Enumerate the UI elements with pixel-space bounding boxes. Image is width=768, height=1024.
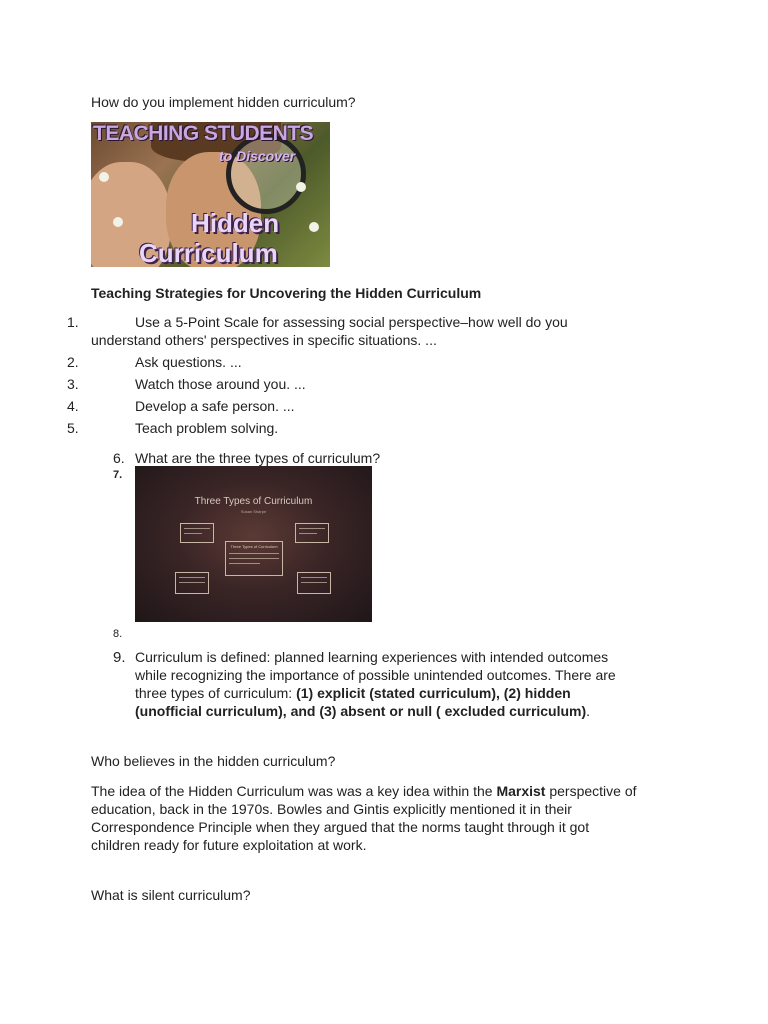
section-title: Teaching Strategies for Uncovering the Hidden Curriculum: [91, 285, 482, 301]
definition-bold-text: (unofficial curriculum), and (3) absent or null ( excluded curriculum): [135, 703, 587, 719]
definition-bold-text: (1) explicit (stated curriculum), (2) hidden: [296, 685, 571, 701]
list-number: 1.: [67, 314, 79, 330]
marxist-bold: Marxist: [496, 783, 546, 799]
slide-subtitle: Susan Sharpe: [240, 509, 267, 514]
list-number: 2.: [67, 354, 79, 370]
slide-title: Three Types of Curriculum: [194, 496, 313, 507]
list-item: Ask questions. ...: [135, 354, 242, 370]
curriculum-definition-line2: while recognizing the importance of possible unintended outcomes. There are: [135, 667, 616, 683]
hero-title-line1: TEACHING STUDENTS: [93, 122, 314, 145]
question-heading-who: Who believes in the hidden curriculum?: [91, 753, 336, 769]
list-number: 7.: [113, 469, 123, 481]
definition-text: three types of curriculum:: [135, 685, 297, 701]
curriculum-definition-line1: Curriculum is defined: planned learning experiences with intended outcomes: [135, 649, 609, 665]
slide-box: [180, 523, 214, 543]
list-number: 9.: [113, 649, 126, 666]
paragraph-line: Correspondence Principle when they argued that the norms taught through it got: [91, 819, 590, 835]
question-three-types: What are the three types of curriculum?: [135, 450, 381, 466]
magnifying-glass-icon: [226, 134, 306, 214]
slide-box: [175, 572, 209, 594]
paragraph-line: children ready for future exploitation at work.: [91, 837, 367, 853]
slide-center-box: Three Types of Curriculum: [225, 541, 283, 576]
list-item: Teach problem solving.: [135, 420, 279, 436]
list-item: Watch those around you. ...: [135, 376, 306, 392]
hero-title-line3: Hidden: [191, 208, 280, 238]
paragraph-text: The idea of the Hidden Curriculum was was a key idea within the: [91, 783, 497, 799]
hero-title-line2: to Discover: [219, 148, 296, 164]
list-number: 3.: [67, 376, 79, 392]
list-item: Use a 5-Point Scale for assessing social perspective–how well do you: [135, 314, 568, 330]
slide-box: [295, 523, 329, 543]
paragraph-line: education, back in the 1970s. Bowles and Gintis explicitly mentioned it in their: [91, 801, 572, 817]
slide-image: [135, 466, 372, 622]
list-number: 8.: [113, 628, 123, 640]
list-number: 5.: [67, 420, 79, 436]
question-heading-silent: What is silent curriculum?: [91, 887, 251, 903]
hero-image: [91, 122, 330, 267]
list-number: 6.: [113, 450, 125, 466]
question-heading-implement: How do you implement hidden curriculum?: [91, 94, 356, 110]
curriculum-definition-line3: [135, 685, 571, 701]
list-item-continuation: understand others' perspectives in specific situations. ...: [91, 332, 437, 348]
definition-text: .: [586, 703, 591, 719]
slide-box: [297, 572, 331, 594]
hero-title-line4: Curriculum: [139, 238, 278, 267]
list-item: Develop a safe person. ...: [135, 398, 295, 414]
paragraph-text: perspective of: [545, 783, 637, 799]
paragraph-line: [91, 783, 637, 799]
curriculum-definition-line4: [135, 703, 590, 719]
list-number: 4.: [67, 398, 79, 414]
